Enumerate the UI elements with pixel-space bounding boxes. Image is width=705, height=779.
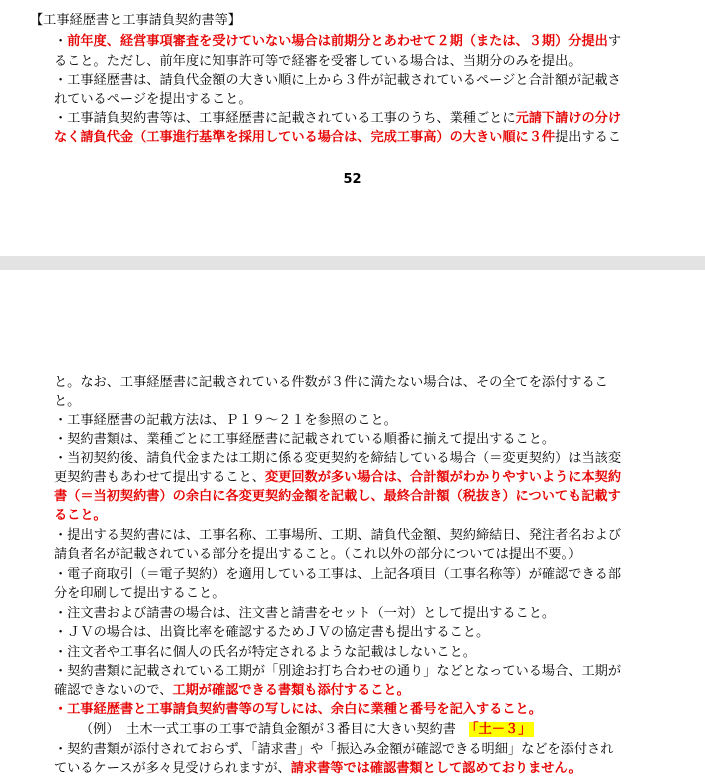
text-line: ・当初契約後、請負代金または工期に係る変更契約を締結している場合（＝変更契約）は当該変 xyxy=(54,451,622,466)
emphasis-text: 元請下請けの分け xyxy=(515,111,622,126)
text-line: ・注文者や工事名に個人の氏名が特定されるような記載はしないこと。 xyxy=(54,645,476,660)
text-line: 請負者名が記載されている部分を提出すること。（これ以外の部分については提出不要。） xyxy=(54,547,582,562)
text-line: ・電子商取引（＝電子契約）を適用している工事は、上記各項目（工事名称等）が確認できる部 xyxy=(54,567,622,582)
text-line: ・前年度、経営事項審査を受けていない場合は前期分とあわせて２期（または、３期）分提出す xyxy=(54,34,622,49)
emphasis-text: 前年度、経営事項審査を受けていない場合は前期分とあわせて２期（または、３期）分提出 xyxy=(67,34,608,49)
text-line: 分を印刷して提出すること。 xyxy=(54,586,226,601)
text-line: ・工事経歴書の記載方法は、Ｐ１９～２１を参照のこと。 xyxy=(54,413,397,428)
text-line: ・提出する契約書には、工事名称、工事場所、工期、請負代金額、契約締結日、発注者名および xyxy=(54,528,622,543)
emphasis-text: 変更回数が多い場合は、合計額がわかりやすいように本契約 xyxy=(265,470,622,485)
text-line: 更契約書もあわせて提出すること、変更回数が多い場合は、合計額がわかりやすいように本契約 xyxy=(54,470,622,485)
text-line: ・ＪＶの場合は、出資比率を確認するためＪＶの協定書も提出すること。 xyxy=(54,625,490,640)
text-line: ・契約書類に記載されている工期が「別途お打ち合わせの通り」などとなっている場合、工期が xyxy=(54,664,622,679)
text-line: ・契約書類は、業種ごとに工事経歴書に記載されている順番に揃えて提出すること。 xyxy=(54,432,556,447)
emphasis-text: なく請負代金（工事進行基準を採用している場合は、完成工事高）の大きい順に３件 xyxy=(54,130,556,145)
text-line: と。 xyxy=(54,394,81,409)
emphasis-line: 書（＝当初契約書）の余白に各変更契約金額を記載し、最終合計額（税抜き）についても記載す xyxy=(54,489,621,504)
text-line: ・工事経歴書は、請負代金額の大きい順に上から３件が記載されているページと合計額が記載さ xyxy=(54,73,621,88)
page-lower xyxy=(0,270,705,779)
text-line: 確認できないので、工期が確認できる書類も添付すること。 xyxy=(54,683,410,698)
text-line: なく請負代金（工事進行基準を採用している場合は、完成工事高）の大きい順に３件提出するこ xyxy=(54,130,622,145)
text-line: ・注文書および請書の場合は、注文書と請書をセット（一対）として提出すること。 xyxy=(54,606,556,621)
page-number: 52 xyxy=(343,172,362,187)
text-line: と。なお、工事経歴書に記載されている件数が３件に満たない場合は、その全てを添付するこ xyxy=(54,375,608,390)
example-line: （例） 土木一式工事の工事で請負金額が３番目に大きい契約書 「土－３」 xyxy=(80,720,534,739)
emphasis-line: ・工事経歴書と工事請負契約書等の写しには、余白に業種と番号を記入すること。 xyxy=(54,702,542,717)
text-line: ているケースが多々見受けられますが、請求書等では確認書類として認めておりません。 xyxy=(54,761,582,776)
text-line: ・工事請負契約書等は、工事経歴書に記載されている工事のうち、業種ごとに元請下請けの分け xyxy=(54,111,622,126)
emphasis-text: 工期が確認できる書類も添付すること。 xyxy=(172,683,410,698)
section-heading: 【工事経歴書と工事請負契約書等】 xyxy=(30,13,241,28)
text-line: れているページを提出すること。 xyxy=(54,92,252,107)
page-divider xyxy=(0,256,705,270)
emphasis-line: ること。 xyxy=(54,508,107,523)
highlight-label: 「土－３」 xyxy=(469,722,534,737)
text-line: ること。ただし、前年度に知事許可等で経審を受審している場合は、当期分のみを提出。 xyxy=(54,54,582,69)
text-line: ・契約書類が添付されておらず、「請求書」や「振込み金額が確認できる明細」などを添付され xyxy=(54,742,614,757)
page-upper xyxy=(0,0,705,256)
emphasis-text: 請求書等では確認書類として認めておりません。 xyxy=(290,761,582,776)
